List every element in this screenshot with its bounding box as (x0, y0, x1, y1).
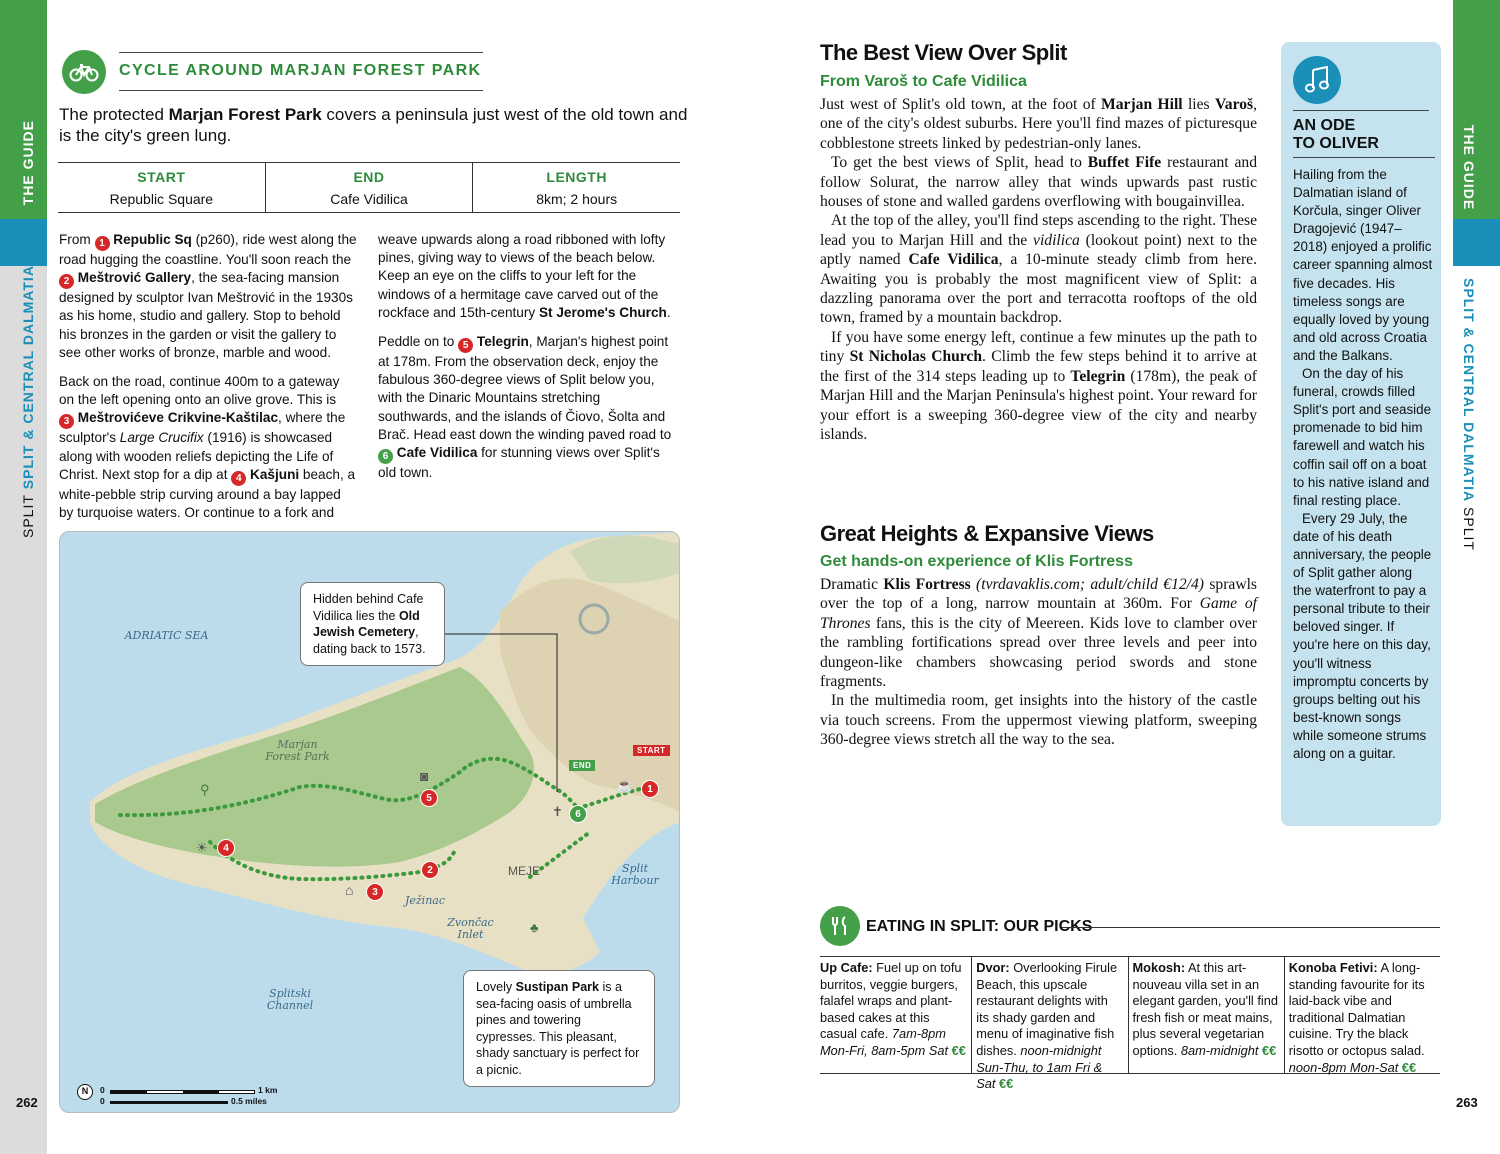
gutter-chapter-label: SPLIT SPLIT & CENTRAL DALMATIA (20, 265, 36, 538)
map-callout-sustipan: Lovely Sustipan Park is a sea-facing oasis of umbrella pines and towering cypresses. This pleasant, shady sanctuary is perfect for a picnic. (463, 970, 655, 1087)
map-callout-cemetery: Hidden behind Cafe Vidilica lies the Old Jewish Cemetery, dating back to 1573. (300, 582, 445, 666)
bicycle-icon: ⚲ (200, 782, 210, 797)
eating-rule (1062, 927, 1440, 928)
route-end: END Cafe Vidilica (265, 163, 473, 212)
feature-rule-top (119, 52, 483, 53)
camera-icon: ◙ (420, 768, 429, 784)
gutter-bar-chapter-right (1453, 219, 1500, 266)
section-subtitle-heights: Get hands-on experience of Klis Fortress (820, 553, 1133, 570)
beach-icon: ☀ (196, 840, 208, 855)
sidebar-rule-2 (1293, 157, 1435, 158)
map-label-channel: Splitski Channel (266, 987, 314, 1012)
gutter-bar-chapter (0, 219, 47, 266)
map-pin-4: 4 (217, 839, 235, 857)
scale-mi-label: 0.5 miles (231, 1096, 267, 1106)
map-pin-6: 6 (569, 805, 587, 823)
feature-intro: The protected Marjan Forest Park covers a peninsula just west of the old town and is the city's green lung. (59, 105, 688, 145)
eating-pick-1: Up Cafe: Fuel up on tofu burritos, veggie burgers, falafel wraps and plant-based cakes at this casual cafe. 7am-8pm Mon-Fri, 8am-5pm Sat €€ (820, 960, 966, 1058)
scale-bar-mi (110, 1101, 228, 1104)
gutter-section-label-right: THE GUIDE (1461, 125, 1477, 211)
north-arrow-icon: N (77, 1084, 93, 1100)
map-pin-1: 1 (641, 780, 659, 798)
route-start: START Republic Square (109, 169, 214, 207)
map-label-jezinac: Ježinac (404, 894, 446, 907)
eating-pick-2: Dvor: Overlooking Firule Beach, this upscale restaurant delights with its shady garden and menu of imaginative fish dishes. noon-midnight Sun-Thu, to 1am Fri & Sat €€ (971, 957, 1127, 1073)
sidebar-title: AN ODE TO OLIVER (1293, 117, 1379, 152)
end-flag: END (569, 760, 595, 771)
map-pin-3: 3 (366, 883, 384, 901)
scale-bar-km (110, 1090, 255, 1094)
route-text-column-1: From 1 Republic Sq (p260), ride west along the road hugging the coastline. You'll soon reach the 2 Meštrović Gallery, the sea-facing mansion designed by sculptor Ivan Meštrović in the 1930s as his home, studio and gallery. Stop to behold his bronzes in the garden or visit the gallery to see other works of bronze, marble and wood. Back on the road, continue 400m to a gateway on the left opening onto an olive grove. This is 3 Meštrovićeve Crikvine-Kaštilac, where the sculptor's Large Crucifix (1916) is showcased along with wooden reliefs depicting the Life of Christ. Next stop for a dip at 4 Kašjuni beach, a white-pebble strip curving around a bay lapped by turquoise waters. Or continue to a fork and (59, 232, 357, 521)
section-body-best-view: Just west of Split's old town, at the foot of Marjan Hill lies Varoš, one of the city's oldest suburbs. Here you'll find mazes of picturesque cobblestone streets linked by pedestrian-only lanes. To get the best views of Split, head to Buffet Fife restaurant and follow Solurat, the narrow alley that winds upwards past rustic houses of stone and walled gardens overflowing with bougainvillea. At the top of the alley, you'll find steps ascending to the right. These lead you to Marjan Hill and the vidilica (lookout point) next to the aptly named Cafe Vidilica, a 10-minute steady climb from here. Awaiting you is probably the most magnificent view of Split: a dazzling panorama over the port and terracotta rooftops of the old town, framed by a mountain backdrop. If you have some energy left, continue a few minutes up the path to tiny St Nicholas Church. Climb the few steps behind it to arrive at the first of the 314 steps leading up to Telegrin (178m), the peak of Marjan Hill and the Marjan Peninsula's highest point. Your reward for your effort is a sweeping 360-degree view of the city and nearby islands. (820, 96, 1258, 443)
map-label-forest: Marjan Forest Park (265, 738, 330, 763)
park-icon: ♣ (530, 920, 539, 935)
route-text-column-2: weave upwards along a road ribboned with lofty pines, giving way to views of the beach below. Keep an eye on the cliffs to your left for the windows of a hermitage cave carved out of the rockface and 15th-century St Jerome's Church. Peddle on to 5 Telegrin, Marjan's highest point at 178m. From the observation deck, enjoy the fabulous 360-degree views of Split below you, with the Dinaric Mountains stretching southwards, and the islands of Čiovo, Šolta and Brač. Head east down the winding paved road to 6 Cafe Vidilica for stunning views over Split's old town. (378, 232, 672, 481)
bicycle-icon (62, 50, 106, 94)
eating-picks (820, 956, 1440, 1092)
map-label-meje: MEJE (507, 864, 540, 878)
section-body-heights: Dramatic Klis Fortress (tvrdavaklis.com; adult/child €12/4) sprawls over the top of a long, narrow mountain at 360m. For Game of Thrones fans, this is the city of Meereen. Kids love to clamber over the rambling fortifications spread over three levels and peer into dungeon-like chambers showcasing period swords and stone fragments. In the multimedia room, get insights into the history of the castle via touch screens. From the uppermost viewing platform, sweeping 360-degree views stretch all the way to the sea. (820, 576, 1258, 749)
map-pin-2: 2 (421, 861, 439, 879)
section-title-heights: Great Heights & Expansive Views (820, 521, 1154, 546)
feature-title: CYCLE AROUND MARJAN FOREST PARK (119, 62, 482, 79)
gutter-chapter-label-right: SPLIT & CENTRAL DALMATIA SPLIT (1461, 278, 1477, 551)
museum-icon: ⌂ (345, 882, 354, 898)
cutlery-icon (820, 906, 860, 946)
feature-rule-bottom (119, 90, 483, 91)
cafe-icon: ☕ (616, 777, 634, 793)
sidebar-rule (1293, 110, 1429, 111)
music-note-icon (1293, 56, 1341, 104)
section-title-best-view: The Best View Over Split (820, 40, 1067, 65)
gutter-section-label: THE GUIDE (20, 120, 36, 206)
route-table (58, 162, 680, 213)
section-subtitle-best-view: From Varoš to Cafe Vidilica (820, 73, 1027, 90)
eating-title: EATING IN SPLIT: OUR PICKS (866, 918, 1093, 935)
map-label-inlet: Zvončac Inlet (447, 916, 494, 941)
route-map (59, 531, 680, 1113)
scale-zero-mi: 0 (100, 1096, 105, 1106)
eating-pick-4: Konoba Fetivi: A long-standing favourite for its laid-back vibe and traditional Dalmatian cuisine. Try the black risotto or octopus salad. noon-8pm Mon-Sat €€ (1284, 957, 1440, 1073)
page-number: 262 (16, 1095, 38, 1110)
map-label-adriatic-sea: ADRIATIC SEA (124, 629, 209, 642)
route-length: LENGTH 8km; 2 hours (472, 163, 680, 212)
page-number-right: 263 (1456, 1095, 1478, 1110)
scale-zero-km: 0 (100, 1085, 105, 1095)
map-pin-5: 5 (420, 789, 438, 807)
cemetery-icon: ✝ (552, 804, 563, 819)
eating-pick-3: Mokosh: At this art-nouveau villa set in an elegant garden, you'll find fresh fish or meat mains, plus several vegetarian options. 8am-midnight €€ (1128, 957, 1284, 1073)
map-label-harbour: Split Harbour (611, 862, 659, 887)
start-flag: START (633, 745, 670, 756)
scale-km-label: 1 km (258, 1085, 278, 1095)
sidebar-text: Hailing from the Dalmatian island of Korčula, singer Oliver Dragojević (1947–2018) enjoyed a prolific career spanning almost five decades. His timeless songs are equally loved by young and old across Croatia and the Balkans. On the day of his funeral, crowds filled Split's port and seaside promenade to bid him farewell and watch his coffin sail off on a boat to his native island and final resting place. Every 29 July, the date of his death anniversary, the people of Split gather along the waterfront to pay a personal tribute to their beloved singer. If you're here on this day, you'll witness impromptu concerts by groups belting out his best-known songs while someone strums along on a guitar. (1293, 167, 1433, 761)
